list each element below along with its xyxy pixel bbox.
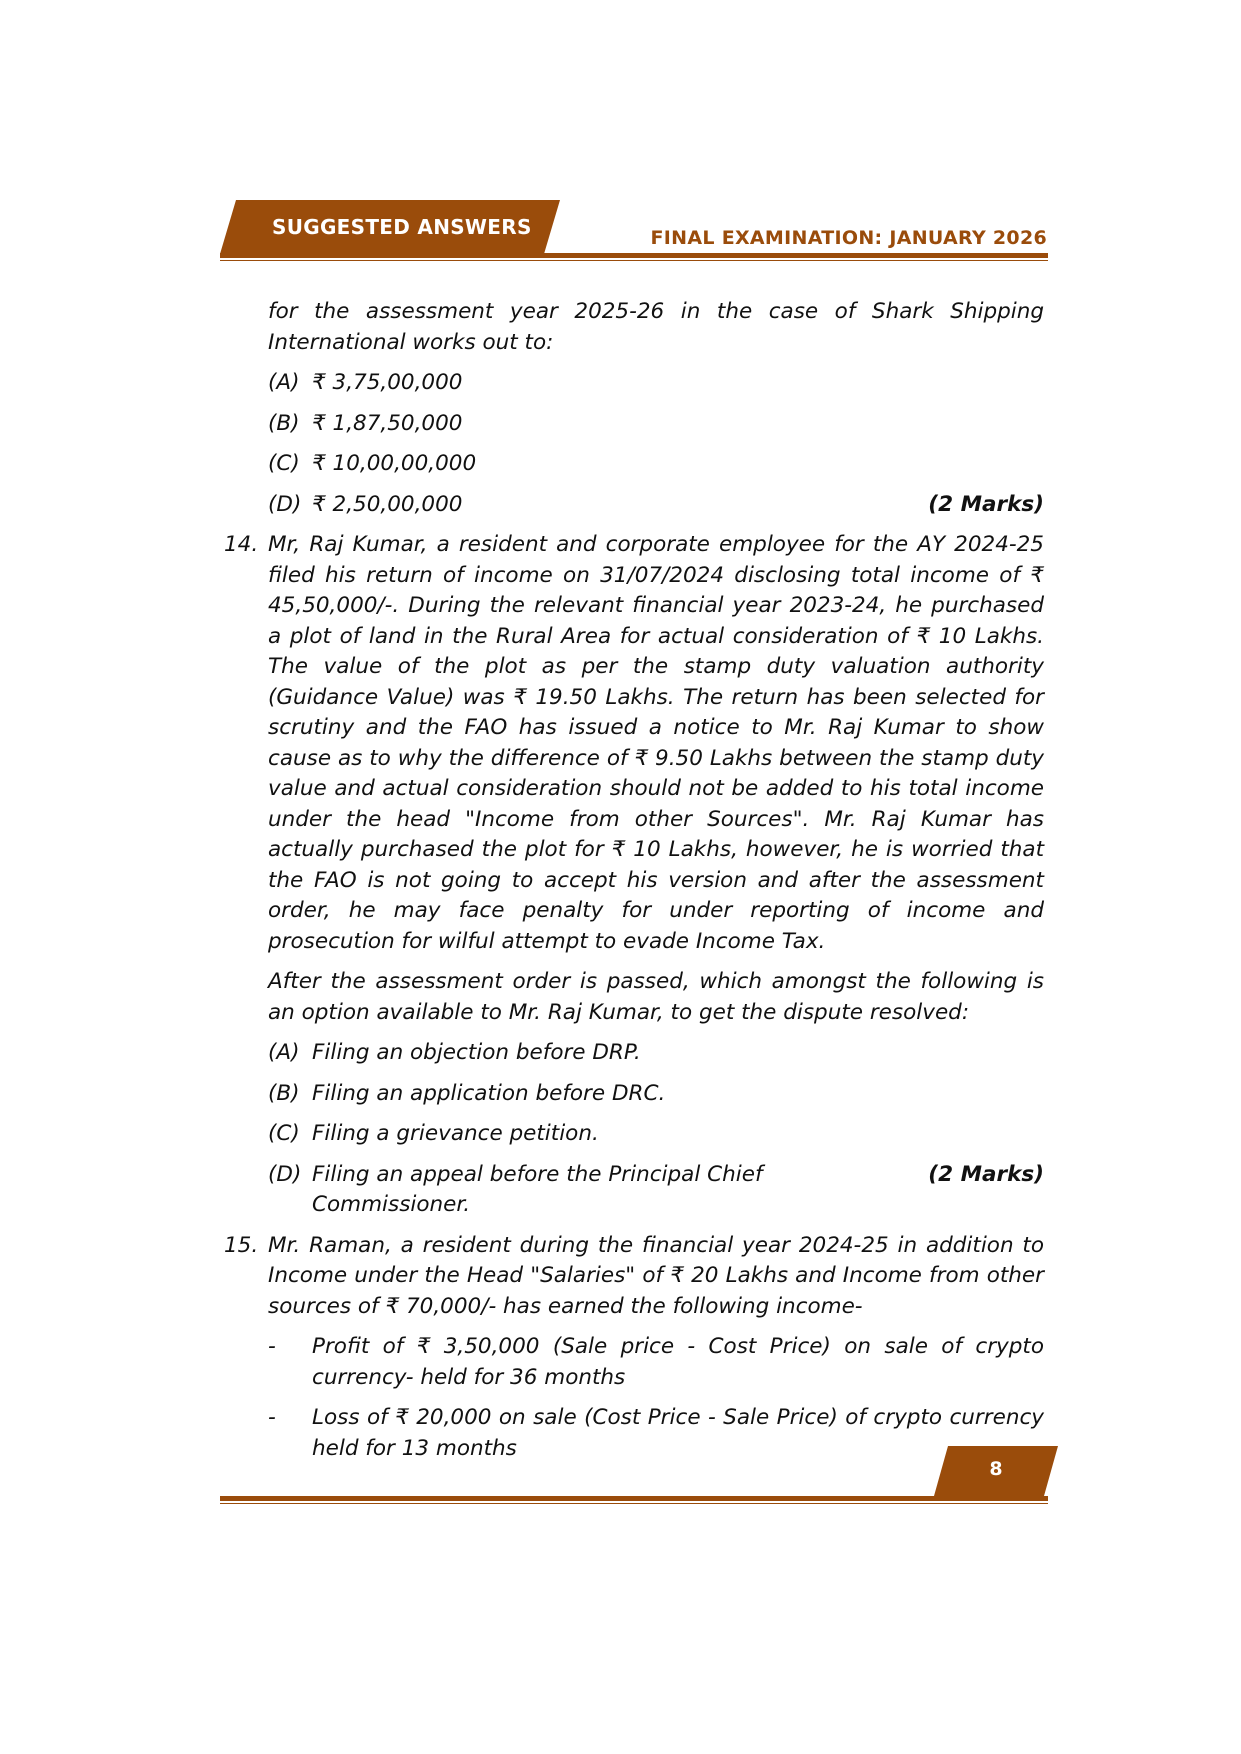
bullet-text: Loss of ₹ 20,000 on sale (Cost Price - Sale Price) of crypto currency held for 13 months [312,1405,1044,1461]
option-label: (B) [268,1080,300,1106]
bullet-text: Profit of ₹ 3,50,000 (Sale price - Cost Price) on sale of crypto currency- held for 36 months [312,1334,1044,1390]
q13-option-c [268,449,1044,480]
footer-rule-thin [220,1503,1048,1504]
question-15 [224,1231,1044,1323]
option-text: ₹ 10,00,00,000 [312,451,477,476]
option-text: Filing a grievance petition. [312,1121,599,1146]
q15-bullet-2 [268,1403,1044,1464]
q14-option-b [268,1079,1044,1110]
q14-option-d [268,1160,1044,1221]
option-text: ₹ 3,75,00,000 [312,370,463,395]
page-content [224,297,1044,1474]
q15-bullet-1 [268,1332,1044,1393]
option-text: Filing an appeal before the Principal Chief Commissioner. [312,1161,763,1217]
bullet-dash: - [268,1334,276,1359]
option-label: (A) [268,370,300,395]
question-number: 15. [224,1232,259,1258]
page-number: 8 [989,1458,1003,1480]
option-label: (B) [268,410,300,436]
option-label: (C) [268,1121,300,1146]
q13-continuation: for the assessment year 2025-26 in the case of Shark Shipping International works out to: [268,299,1044,355]
option-label: (C) [268,451,300,476]
header-rule-thin [220,260,1048,261]
question-text: Mr, Raj Kumar, a resident and corporate employee for the AY 2024-25 filed his return of income on 31/07/2024 disclosing total income of ₹ 45,50,000/-. During the relevant financial year 2023-24, he purchased a plot of land in the Rural Area for actual consideration of ₹ 10 Lakhs. The value of the plot as per the stamp duty valuation authority (Guidance Value) was ₹ 19.50 Lakhs. The return has been selected for scrutiny and the FAO has issued a notice to Mr. Raj Kumar to show cause as to why the difference of ₹ 9.50 Lakhs between the stamp duty value and actual consideration should not be added to his total income under the head "Income from other Sources". Mr. Raj Kumar has actually purchased the plot for ₹ 10 Lakhs, however, he is worried that the FAO is not going to accept his version and after the assessment order, he may face penalty for under reporting of income and prosecution for wilful attempt to evade Income Tax. [268,532,1044,954]
option-text: ₹ 1,87,50,000 [312,410,463,436]
option-text: ₹ 2,50,00,000 [312,491,463,517]
q14-marks: (2 Marks) [928,1161,1044,1187]
option-label: (D) [268,1161,302,1187]
q14-option-c [268,1119,1044,1150]
q13-option-a [268,368,1044,399]
bullet-dash: - [268,1405,276,1430]
q14-option-a [268,1038,1044,1069]
question-14 [224,530,1044,957]
header-right-label: FINAL EXAMINATION: JANUARY 2026 [650,227,1047,249]
option-text: Filing an application before DRC. [312,1080,666,1106]
header-rule [220,253,1048,258]
option-label: (A) [268,1040,300,1065]
footer-rule [220,1496,1048,1501]
header-left-label: SUGGESTED ANSWERS [272,215,532,239]
q14-prompt: After the assessment order is passed, which amongst the following is an option available to Mr. Raj Kumar, to get the dispute resolved: [268,969,1044,1025]
option-text: Filing an objection before DRP. [312,1040,641,1065]
q13-option-d [268,490,1044,521]
question-number: 14. [224,532,259,557]
q13-marks: (2 Marks) [928,491,1044,517]
option-label: (D) [268,491,302,517]
q13-option-b [268,409,1044,440]
question-text: Mr. Raman, a resident during the financial year 2024-25 in addition to Income under the Head "Salaries" of ₹ 20 Lakhs and Income from other sources of ₹ 70,000/- has earned the following income- [268,1232,1044,1319]
